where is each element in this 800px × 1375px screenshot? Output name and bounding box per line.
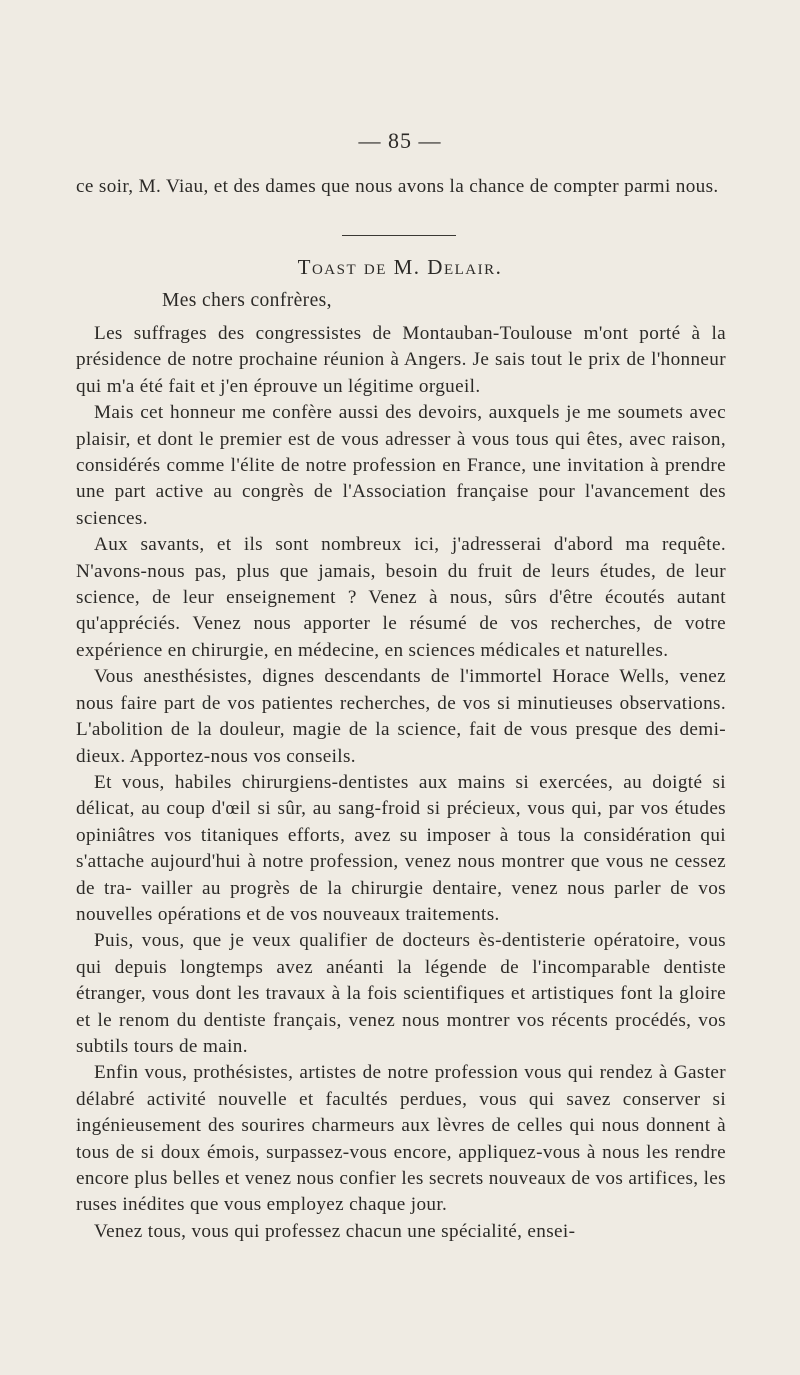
paragraph-continued: Venez tous, vous qui professez chacun une spécialité, ensei- (94, 1220, 576, 1242)
paragraph: Les suffrages des congressistes de Montauban-Toulouse m'ont porté à la présidence de notre prochaine réunion à Angers. Je sais tout le prix de l'honneur qui m'a été fait et j'en éprouve un légitime orgueil. (76, 323, 726, 397)
salutation: Mes chers confrères, (162, 290, 332, 311)
section-divider (342, 235, 456, 236)
section-title: Toast de M. Delair. (297, 255, 503, 279)
paragraph: Mais cet honneur me confère aussi des devoirs, auxquels je me soumets avec plaisir, et dont le premier est de vous adresser à vous tous qui êtes, avec raison, considérés comme l'élite de notre profession en France, une invitation à prendre une part active au congrès de l'Association française pour l'avancement des sciences. (76, 402, 726, 529)
opening-paragraph (76, 174, 726, 200)
toast-body (76, 321, 726, 1245)
paragraph: Et vous, habiles chirurgiens-dentistes aux mains si exercées, au doigté si délicat, au coup d'œil si sûr, au sang-froid si précieux, vous qui, par vos études opiniâtres vos titaniques efforts, avez su imposer à tous la considération qui s'attache aujourd'hui à notre profession, venez nous montrer que vous ne cessez de tra- vailler au progrès de la chirurgie dentaire, venez nous parler de vos nouvelles opérations et de vos nouveaux traitements. (76, 771, 726, 925)
paragraph: Vous anesthésistes, dignes descendants de l'immortel Horace Wells, venez nous faire part de vos patientes recherches, de vos si minutieuses observations. L'abolition de la douleur, magie de la science, fait de vous presque des demi-dieux. Apportez-nous vos conseils. (76, 666, 726, 767)
paragraph: Enfin vous, prothésistes, artistes de notre profession vous qui rendez à Gaster délabré activité nouvelle et facultés perdues, vous qui savez conserver si ingénieusement des sourires charmeurs aux lèvres de celles qui nous donnent à tous de si doux émois, surpassez-vous encore, appliquez-vous à nous les rendre encore plus belles et venez nous confier les secrets nouveaux de vos artifices, les ruses inédites que vous employez chaque jour. (76, 1062, 726, 1216)
opening-text: ce soir, M. Viau, et des dames que nous avons la chance de compter parmi nous. (76, 176, 719, 197)
page-number: — 85 — (358, 128, 442, 153)
paragraph: Puis, vous, que je veux qualifier de docteurs ès-dentisterie opératoire, vous qui depuis longtemps avez anéanti la légende de l'incomparable dentiste étranger, vous dont les travaux à la fois scientifiques et artistiques font la gloire et le renom du dentiste français, venez nous montrer vos récents procédés, vos subtils tours de main. (76, 930, 726, 1057)
paragraph: Aux savants, et ils sont nombreux ici, j'adresserai d'abord ma requête. N'avons-nous pas, plus que jamais, besoin du fruit de leurs études, de leur science, de leur enseignement ? Venez à nous, sûrs d'être écoutés autant qu'appréciés. Venez nous apporter le résumé de vos recherches, de votre expérience en chirurgie, en médecine, en sciences médicales et naturelles. (76, 534, 726, 661)
